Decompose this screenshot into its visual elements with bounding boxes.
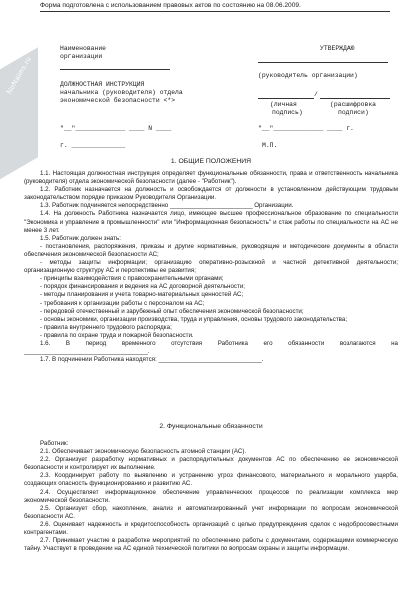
signature-slash: / (314, 91, 318, 98)
clause-2-6: 2.6. Оценивает надежность и кредитоспособность организаций с целью предупреждения сделок с недобросовестными контрагентами. (24, 520, 398, 537)
header-note: Форма подготовлена с использованием правовых актов по состоянию на 08.06.2009. (40, 2, 390, 12)
decode-line (320, 98, 390, 99)
org-label: организации (60, 53, 103, 60)
decode-caption-1: (расшифровка (330, 101, 377, 108)
signature-line (258, 98, 314, 99)
approve-label: УТВЕРЖДАЮ (320, 45, 355, 52)
clause-1-5-item: - правила по охране труда и пожарной безопасности. (40, 331, 194, 339)
watermark-text: NoNaims.ru (6, 55, 34, 96)
org-name-line (60, 69, 170, 70)
personal-caption-1: (личная (270, 101, 297, 108)
clause-1-5-item: - передовой отечественный и зарубежный опыт обеспечения экономической безопасности; (40, 307, 304, 315)
clause-1-5-item: - основы экономики, организации производства, труда и управления, основы трудового законодательства; (40, 315, 348, 323)
clause-2-7: 2.7. Принимает участие в разработке мероприятий по обеспечению работы с документами, содержащими коммерческую тайну. Участвует в проведении на АС единой технической политики по вопросам охраны и защиты информации. (24, 537, 398, 553)
doc-type: ДОЛЖНОСТНАЯ ИНСТРУКЦИЯ (60, 81, 145, 88)
doc-city: г. ______________ (60, 142, 126, 149)
clause-1-2: 1.2. Работник назначается на должность и освобождается от должности в установленном действующим трудовым законодательством порядке приказом Руководителя Организации. (24, 186, 398, 202)
clause-1-5-item: - методы планирования и учета товарно-материальных ценностей АС; (40, 291, 244, 299)
head-name-line (258, 62, 388, 63)
clause-1-1: 1.1. Настоящая должностная инструкция определяет функциональные обязанности, права и ответственность начальника (руководителя) отдела экономической безопасности (далее - "Работник"). (24, 170, 398, 186)
personal-caption-2: подпись) (272, 109, 303, 116)
approve-date: "__"_____________ ____ г. (258, 125, 354, 132)
position-line-1: начальника (руководителя) отдела (60, 89, 183, 96)
clause-1-5-item: - методы защиты информации; организацию оперативно-розыскной и частной детективной деятельности; организационную структуру АС и перспективы ее развития; (24, 259, 398, 275)
decode-caption-2: подписи) (338, 109, 369, 116)
section-1-body (24, 170, 398, 364)
clause-1-4: 1.4. На должность Работника назначается лицо, имеющее высшее профессиональное образование по специальности "Экономика и управление в промышленности" или "Информационная безопасность" и стаж работы по специальности на АС не менее 3 лет. (24, 210, 398, 234)
stamp-place: М.П. (262, 142, 278, 149)
clause-1-3: 1.3. Работник подчиняется непосредственно ________________________ Организации. (40, 202, 294, 210)
clause-1-5-item: - порядок финансирования и ведения на АС договорной деятельности; (40, 283, 246, 291)
head-caption: (руководитель организации) (258, 72, 358, 79)
clause-2-4: 2.4. Осуществляет информационное обеспечение управленческих процессов по реализации комплекса мер экономической безопасности. (24, 488, 398, 504)
position-line-2: экономической безопасности <*> (60, 97, 176, 104)
clause-1-5-item: - постановления, распоряжения, приказы и другие нормативные, руководящие и методические документы в области обеспечения экономической безопасности АС; (24, 242, 398, 258)
clause-1-5-item: - требования к организации работы с персоналом на АС; (40, 299, 205, 307)
clause-1-5-item: - правила внутреннего трудового распорядка; (40, 323, 172, 331)
clause-2-3: 2.3. Координирует работу по выявлению и устранению угроз финансового, материального и морального ущерба, создающих опасность функционированию и развитию АС. (24, 472, 398, 488)
clause-2-2: 2.2. Организует разработку нормативных и распорядительных документов АС по обеспечению ее экономической безопасности и контролирует их выполнение. (24, 456, 398, 472)
section-2-intro: Работник: (40, 440, 69, 447)
doc-date-number: "__"_____________ ____ N ____ (60, 125, 172, 132)
clause-1-5-item: - принципы взаимодействия с правоохранительными органами; (40, 275, 224, 283)
clause-1-6: 1.6. В период временного отсутствия Работника его обязанности возлагаются на ____________________________________. (24, 339, 398, 356)
clause-1-7: 1.7. В подчинении Работника находятся: ______________________________. (40, 356, 264, 364)
section-1-title: 1. ОБЩИЕ ПОЛОЖЕНИЯ (170, 158, 252, 165)
name-label: Наименование (60, 45, 107, 52)
clause-2-1: 2.1. Обеспечивает экономическую безопасность атомной станции (АС). (40, 448, 247, 456)
clause-2-5: 2.5. Организует сбор, накопление, анализ и автоматизированный учет информации по вопросам экономической безопасности АС. (24, 504, 398, 520)
section-2-body (24, 440, 398, 553)
section-2-title: 2. Функциональные обязанности (159, 423, 263, 430)
clause-1-5: 1.5. Работник должен знать: (40, 234, 121, 242)
